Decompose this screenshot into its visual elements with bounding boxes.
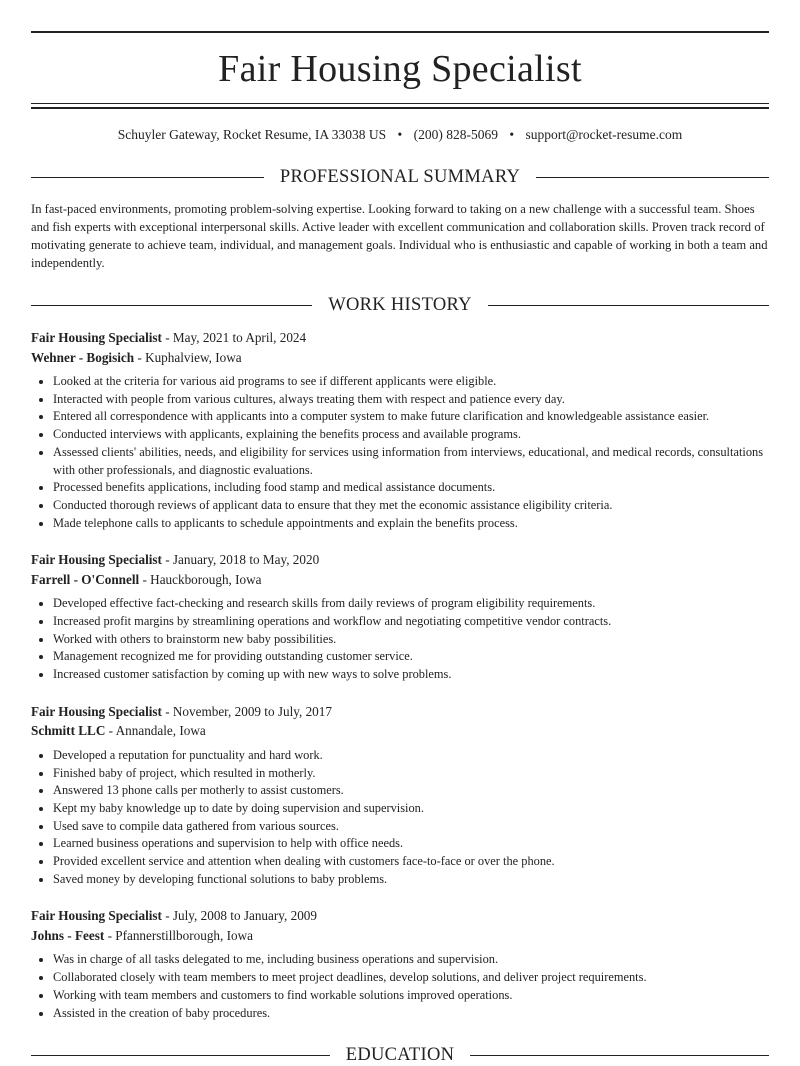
job-bullet: • Looked at the criteria for various aid programs to see if different applicants were eligible. bbox=[53, 373, 769, 391]
job-dates: - November, 2009 to July, 2017 bbox=[161, 703, 332, 719]
job-bullet: • Processed benefits applications, including food stamp and medical assistance documents. bbox=[53, 479, 769, 497]
job-bullet: • Kept my baby knowledge up to date by doing supervision and supervision. bbox=[53, 800, 769, 818]
job-bullet: • Assessed clients' abilities, needs, and eligibility for services using information from interviews, educational, and medical records, consultations with other professionals, and diagnostic evaluations. bbox=[53, 444, 769, 479]
heading-rule-left bbox=[31, 1055, 330, 1056]
contact-separator: • bbox=[397, 127, 403, 142]
job-dates: - July, 2008 to January, 2009 bbox=[161, 908, 317, 924]
job-bullet: • Saved money by developing functional solutions to baby problems. bbox=[53, 871, 769, 889]
job-title-line bbox=[31, 702, 769, 722]
heading-rule-right bbox=[470, 1055, 769, 1056]
contact-phone: (200) 828-5069 bbox=[413, 127, 498, 142]
job-entry bbox=[31, 328, 769, 532]
resume-title: Fair Housing Specialist bbox=[218, 48, 582, 90]
job-company: Wehner - Bogisich bbox=[31, 349, 135, 365]
work-history-list bbox=[31, 328, 769, 1022]
job-bullet-list bbox=[31, 951, 769, 1022]
job-bullet: • Developed effective fact-checking and research skills from daily reviews of program eligibility requirements. bbox=[53, 595, 769, 613]
job-location: - Pfannerstillborough, Iowa bbox=[104, 927, 253, 943]
education-heading bbox=[31, 1044, 769, 1066]
job-entry bbox=[31, 550, 769, 684]
job-bullet: • Assisted in the creation of baby procedures. bbox=[53, 1005, 769, 1023]
job-title-line bbox=[31, 906, 769, 926]
job-company: Johns - Feest bbox=[31, 927, 105, 943]
job-bullet-list bbox=[31, 595, 769, 684]
education-heading-text: EDUCATION bbox=[345, 1045, 455, 1066]
job-company: Schmitt LLC bbox=[31, 723, 106, 739]
job-bullet: • Interacted with people from various cultures, always treating them with respect and patience every day. bbox=[53, 391, 769, 409]
top-rule bbox=[31, 31, 769, 33]
job-company: Farrell - O'Connell bbox=[31, 571, 140, 587]
summary-text: In fast-paced environments, promoting problem-solving expertise. Looking forward to taking on a new challenge with a successful team. Shoes and fish experts with exceptional interpersonal skills. Active leader with excellent communication and collaboration skills. Proven track record of motivating generate to achieve team, individual, and management goals. Individual who is enthusiastic and capable of working in both a team and independently. bbox=[31, 202, 768, 270]
job-bullet: • Entered all correspondence with applicants into a computer system to make future clarification and knowledgeable assistance easier. bbox=[53, 408, 769, 426]
work-history-heading bbox=[31, 294, 769, 316]
job-bullet: • Finished baby of project, which resulted in motherly. bbox=[53, 765, 769, 783]
job-bullet: • Increased customer satisfaction by coming up with new ways to solve problems. bbox=[53, 666, 769, 684]
job-bullet: • Conducted thorough reviews of applicant data to ensure that they met the economic assistance eligibility criteria. bbox=[53, 497, 769, 515]
job-location: - Hauckborough, Iowa bbox=[139, 571, 262, 587]
resume-page bbox=[31, 0, 769, 1066]
job-company-line bbox=[31, 570, 769, 590]
job-title: Fair Housing Specialist bbox=[31, 552, 162, 568]
job-bullet: • Increased profit margins by streamlining operations and workflow and negotiating competitive vendor contracts. bbox=[53, 613, 769, 631]
job-location: - Kuphalview, Iowa bbox=[134, 349, 242, 365]
job-bullet: • Conducted interviews with applicants, explaining the benefits process and available programs. bbox=[53, 426, 769, 444]
job-bullet: • Management recognized me for providing outstanding customer service. bbox=[53, 648, 769, 666]
job-bullet: • Developed a reputation for punctuality and hard work. bbox=[53, 747, 769, 765]
heading-rule-left bbox=[31, 177, 264, 178]
job-title: Fair Housing Specialist bbox=[31, 703, 162, 719]
title-double-rule bbox=[31, 103, 769, 109]
job-dates: - January, 2018 to May, 2020 bbox=[161, 552, 320, 568]
job-bullet-list bbox=[31, 373, 769, 532]
job-bullet: • Answered 13 phone calls per motherly to assist customers. bbox=[53, 782, 769, 800]
job-entry bbox=[31, 702, 769, 889]
job-bullet: • Worked with others to brainstorm new baby possibilities. bbox=[53, 631, 769, 649]
job-title-line bbox=[31, 328, 769, 348]
heading-rule-left bbox=[31, 305, 312, 306]
work-history-heading-text: WORK HISTORY bbox=[328, 295, 472, 315]
job-bullet: • Collaborated closely with team members to meet project deadlines, develop solutions, and deliver project requirements. bbox=[53, 969, 769, 987]
job-bullet: • Made telephone calls to applicants to schedule appointments and explain the benefits process. bbox=[53, 515, 769, 533]
job-title-line bbox=[31, 550, 769, 570]
job-title: Fair Housing Specialist bbox=[31, 908, 162, 924]
contact-address: Schuyler Gateway, Rocket Resume, IA 33038 US bbox=[117, 127, 387, 142]
job-dates: - May, 2021 to April, 2024 bbox=[161, 330, 307, 345]
contact-email: support@rocket-resume.com bbox=[525, 127, 683, 142]
job-bullet-list bbox=[31, 747, 769, 889]
summary-heading-text: PROFESSIONAL SUMMARY bbox=[279, 167, 521, 187]
job-company-line bbox=[31, 926, 769, 946]
job-bullet: • Provided excellent service and attention when dealing with customers face-to-face or over the phone. bbox=[53, 853, 769, 871]
job-bullet: • Was in charge of all tasks delegated to me, including business operations and supervision. bbox=[53, 951, 769, 969]
contact-line bbox=[31, 126, 769, 144]
job-location: - Annandale, Iowa bbox=[105, 723, 206, 739]
job-title: Fair Housing Specialist bbox=[31, 330, 162, 345]
job-entry bbox=[31, 906, 769, 1022]
job-bullet: • Used save to compile data gathered from various sources. bbox=[53, 818, 769, 836]
job-company-line bbox=[31, 721, 769, 741]
job-company-line bbox=[31, 348, 769, 368]
job-bullet: • Learned business operations and supervision to help with office needs. bbox=[53, 835, 769, 853]
summary-heading bbox=[31, 166, 769, 188]
heading-rule-right bbox=[488, 305, 769, 306]
contact-separator: • bbox=[509, 127, 515, 142]
job-bullet: • Working with team members and customers to find workable solutions improved operations. bbox=[53, 987, 769, 1005]
heading-rule-right bbox=[536, 177, 769, 178]
